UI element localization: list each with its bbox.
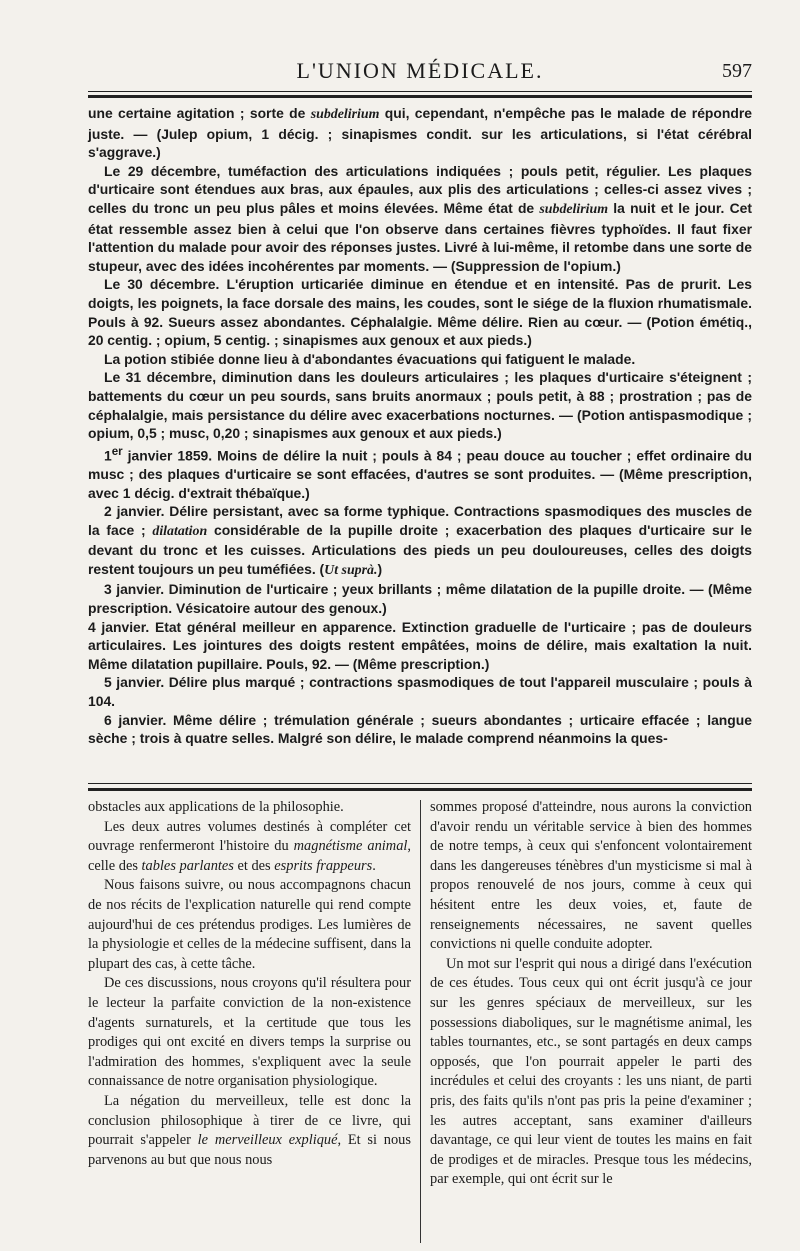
text-segment: une certaine agitation ; sorte de [88,105,311,121]
paragraph [88,368,752,442]
text-segment: De ces discussions, nous croyons qu'il résultera pour le lecteur la parfaite conviction de la non-existence d'agents surnaturels, et la certitude que tous les prodiges qui ont excité en divers temps la surprise ou l'admiration des hommes, s'expliquent avec la seule connaissance de notre organisation physiologique. [88,975,411,1090]
text-segment: qui, cependant, n'empêche pas le malade de répondre juste. — (Julep opium, 1 décig. ; sinapismes condit. sur les articulations, si l'état cérébral s'aggrave.) [88,105,752,161]
paragraph [88,673,752,710]
paragraph [88,876,411,974]
journal-title: L'UNION MÉDICALE. [296,58,544,83]
paragraph [88,580,752,617]
paragraph [88,162,752,276]
text-segment: obstacles aux applications de la philosophie. [88,799,344,815]
paragraph [88,711,752,748]
feuilleton-columns [88,798,752,1243]
feuilleton-left-column [88,798,411,1170]
feuilleton-rule-thick [88,788,752,791]
paragraph [88,798,411,818]
text-segment: La potion stibiée donne lieu à d'abondantes évacuations qui fatiguent le malade. [104,350,636,367]
text-segment: La négation du merveilleux, telle est donc la conclusion philosophique à tirer de ce livre, qui pourrait s'appeler [88,1092,411,1149]
text-segment: , celle des [88,838,411,874]
paragraph [88,502,752,580]
paragraph [430,955,752,1190]
text-segment: Le 31 décembre, diminution dans les douleurs articulaires ; les plaques d'urticaire s'éteignent ; battements du cœur un peu sourds, sans bruits anormaux ; pouls petit, à 88 ; prostration ; pas de céphalalgie, mais persistance du délire avec exacerbations nocturnes. — (Potion antispasmodique ; opium, 0,5 ; musc, 0,20 ; sinapismes aux genoux et aux pieds.) [88,369,752,442]
text-segment: 5 janvier. Délire plus marqué ; contractions spasmodiques de tout l'appareil musculaire ; pouls à 104. [88,674,752,710]
text-segment: Nous faisons suivre, ou nous accompagnons chacun de nos récits de l'explication naturelle qui rend compte aujourd'hui de ces prétendus prodiges. Les lumières de la physiologie et celles de la médecine suffisent, dans la plupart des cas, à cette tâche. [88,877,411,972]
text-segment: la nuit et le jour. Cet état ressemble assez bien à celui que l'on observe dans certaines fièvres typhoïdes. Il faut fixer l'attention du malade pour avoir des réponses justes. Livré à lui-même, il retombe dans une sorte de stupeur, avec des idées incohérentes par moments. — (Suppression de l'opium.) [88,199,753,274]
text-segment: 4 janvier. Etat général meilleur en apparence. Extinction graduelle de l'urticaire ; pas de douleurs articulaires. Les jointures des doigts restent empâtées, moins de délire, mais exaltation la nuit. Même dilatation pupillaire. Pouls, 92. — (Même prescription.) [88,618,752,672]
text-segment: ) [377,560,383,577]
paragraph [88,818,411,877]
page-number: 597 [722,60,752,82]
text-segment: . [372,857,376,874]
header-rule-thick [88,95,752,98]
paragraph [88,618,752,674]
text-segment: Le 29 décembre, tuméfaction des articulations indiquées ; pouls petit, régulier. Les plaques d'urticaire sont étendues aux bras, aux épaules, aux plis des articulations ; celles-ci assez vives ; celles du tronc un peu plus pâles et moins élevées. Même état de [88,162,752,216]
paragraph [430,798,752,955]
header-rule-thin [88,91,752,92]
italic-text: subdelirium [310,107,380,122]
paragraph [88,974,411,1092]
page-header [88,58,752,88]
text-segment: et des [233,857,275,874]
italic-text: le merveilleux expliqué [197,1132,338,1149]
paragraph [88,350,752,369]
italic-text: subdelirium [539,201,609,217]
italic-text: dilatation [152,523,208,539]
text-segment: Un mot sur l'esprit qui nous a dirigé dans l'exécution de ces études. Tous ceux qui ont écrit jusqu'à ce jour sur les genres spéciaux de merveilleux, sur les possessions diaboliques, sur le magnétisme animal, les tables tournantes, etc., se sont partagés en deux camps opposés, que l'on pourrait appeler le parti des incrédules et celui des croyants : les uns niant, de parti pris, des faits qu'ils n'ont pas pris la peine d'examiner ; les autres acceptant, sans examiner d'ailleurs davantage, ce qui leur vient de toutes les mains en fait de prodiges et de miracles. Presque tous les médecins, par exemple, qui ont écrit sur le [430,955,752,1188]
italic-text: esprits frappeurs [274,857,373,874]
superscript-text: er [111,445,123,458]
column-divider [420,800,421,1243]
text-segment: 1 [104,447,112,464]
feuilleton-right-column [430,798,752,1190]
text-segment: sommes proposé d'atteindre, nous aurons la conviction d'avoir rendu un véritable service à bien des hommes de notre temps, à ceux qui s'enfoncent volontairement dans les dangereuses ténèbres d'un mysticisme si mal à propos renouvelé de nos jours, comme à ceux qui hésitent entre les deux voies, et, faute de renseignements nécessaires, ne savent quelles convictions ni quelle conduite adopter. [430,799,752,953]
italic-text: tables parlantes [141,857,234,874]
italic-text: Ut suprà. [324,562,378,578]
paragraph [88,275,752,349]
clinical-observation-text [88,104,752,748]
text-segment: Le 30 décembre. L'éruption urticariée diminue en étendue et en intensité. Pas de prurit. Les doigts, les poignets, la face dorsale des mains, les coudes, sont le siége de la fluxion rhumatismale. Pouls à 92. Sueurs assez abondantes. Céphalalgie. Même délire. Rien au cœur. — (Potion émétiq., 20 centig. ; opium, 5 centig. ; sinapismes aux genoux et aux pieds.) [88,276,752,349]
text-segment: Les deux autres volumes destinés à compléter cet ouvrage renfermeront l'histoire du [88,818,411,855]
text-segment: 6 janvier. Même délire ; trémulation générale ; sueurs abondantes ; urticaire effacée ; langue sèche ; trois à quatre selles. Malgré son délire, le malade comprend néanmoins la ques- [88,711,752,747]
italic-text: magnétisme animal [293,838,408,855]
text-segment: 2 janvier. Délire persistant, avec sa forme typhique. Contractions spasmodiques des muscles de la face ; [88,503,752,538]
text-segment: 3 janvier. Diminution de l'urticaire ; yeux brillants ; même dilatation de la pupille droite. — (Même prescription. Vésicatoire autour des genoux.) [88,581,752,617]
paragraph [88,1092,411,1170]
text-segment: considérable de la pupille droite ; exacerbation des plaques d'urticaire sur le devant du tronc et les cuisses. Articulations des pieds un peu douloureuses, celles des doigts restent toujours un peu tuméfiées. ( [88,521,752,577]
paragraph [88,104,752,162]
text-segment: janvier 1859. Moins de délire la nuit ; pouls à 84 ; peau douce au toucher ; effet ordinaire du musc ; des plaques d'urticaire se sont effacées, d'autres se sont produites. — (Même prescription, avec 1 décig. d'extrait thébaïque.) [88,447,752,501]
feuilleton-rule-thin [88,783,752,784]
text-segment: , Et si nous parvenons au but que nous nous [88,1132,411,1168]
paragraph [88,443,752,502]
